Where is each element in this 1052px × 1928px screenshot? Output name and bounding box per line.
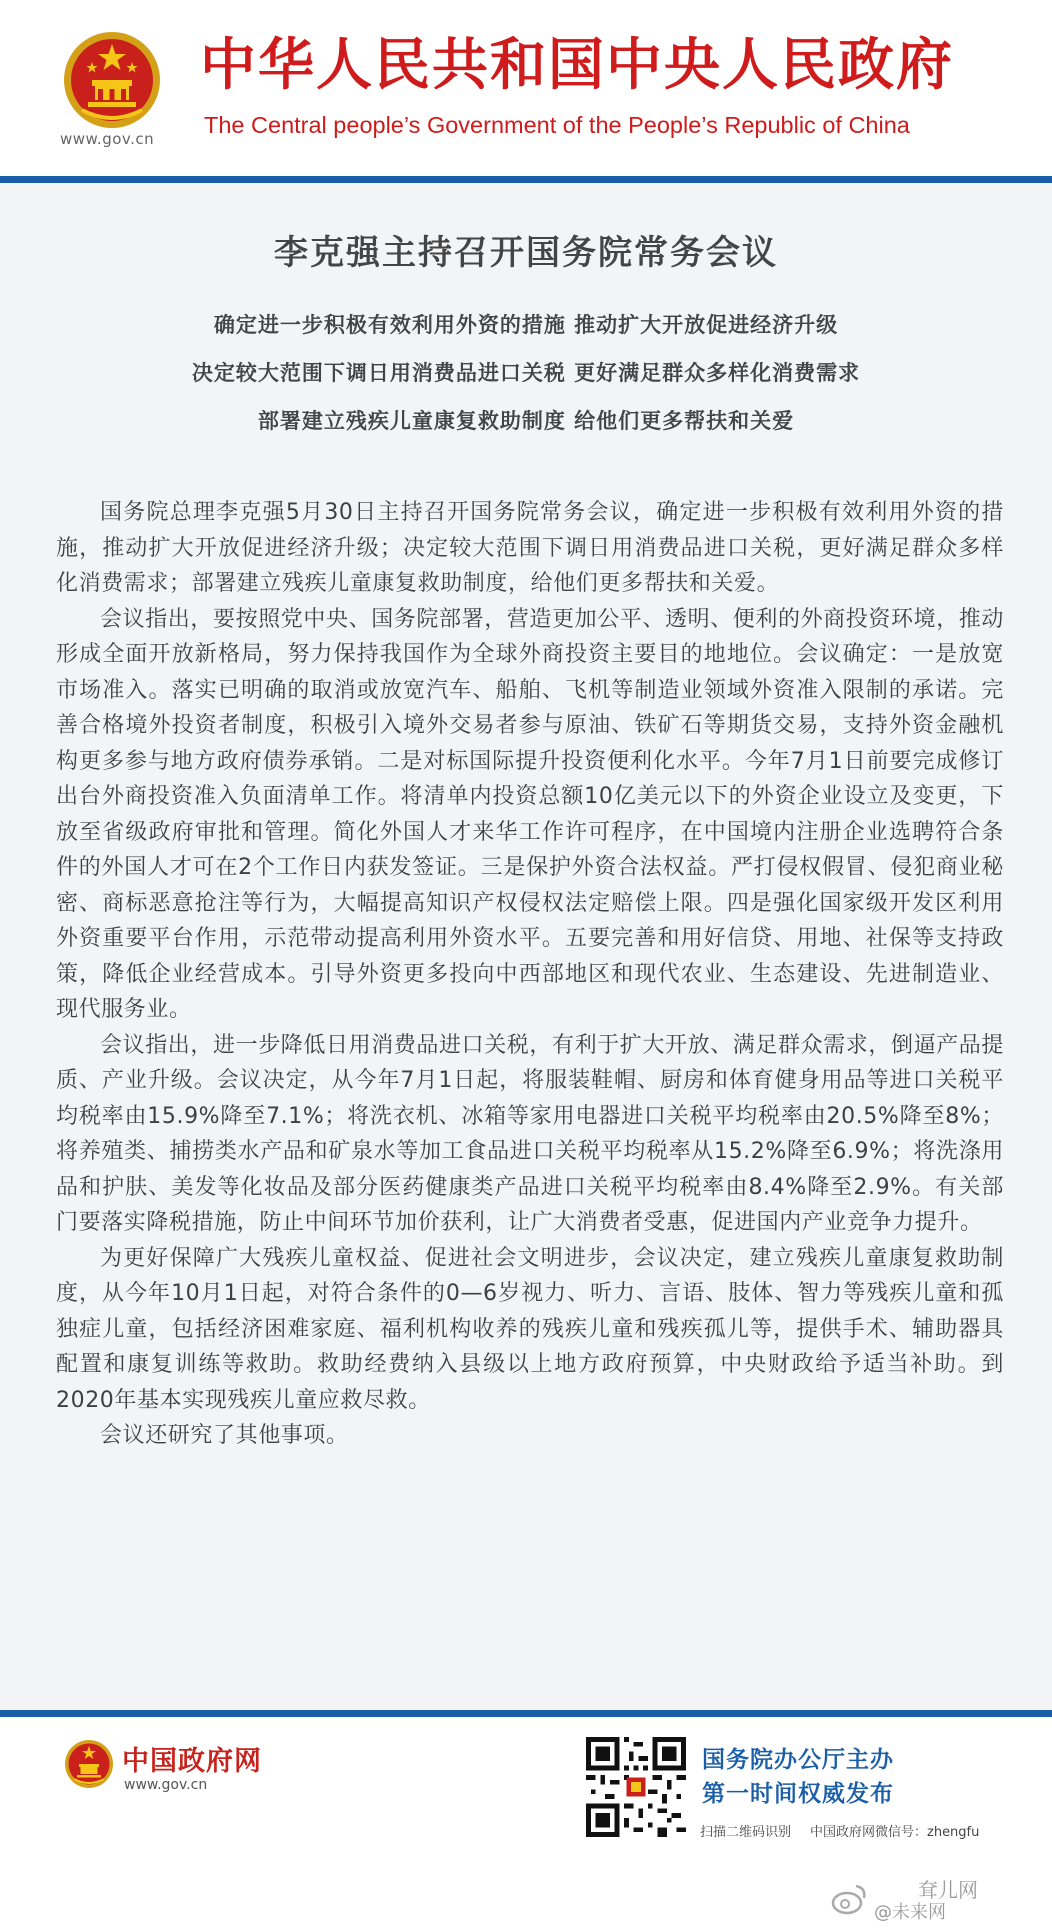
article-title: 李克强主持召开国务院常务会议 xyxy=(274,233,778,273)
site-header xyxy=(0,0,1052,176)
footer-tagline-release: 第一时间权威发布 xyxy=(702,1781,894,1807)
article-subtitles xyxy=(0,313,1052,457)
weibo-logo-icon xyxy=(830,1878,870,1918)
paragraph: 会议还研究了其他事项。 xyxy=(100,1423,349,1448)
footer-tagline-publisher: 国务院办公厅主办 xyxy=(702,1747,894,1773)
article-body xyxy=(0,183,1052,1710)
article-text xyxy=(56,495,1004,1454)
site-url[interactable]: www.gov.cn xyxy=(60,130,155,148)
national-emblem-icon xyxy=(64,1739,114,1789)
article-subtitle: 确定进一步积极有效利用外资的措施 推动扩大开放促进经济升级 xyxy=(213,313,839,337)
article-subtitle: 决定较大范围下调日用消费品进口关税 更好满足群众多样化消费需求 xyxy=(191,361,861,385)
qr-code-icon[interactable] xyxy=(586,1737,686,1837)
footer-brand: 中国政府网 xyxy=(122,1746,262,1777)
qr-scan-hint: 扫描二维码识别 xyxy=(700,1825,792,1840)
footer-divider xyxy=(0,1710,1052,1717)
wechat-account: 中国政府网微信号：zhengfu xyxy=(810,1825,980,1840)
national-emblem-icon xyxy=(62,30,162,130)
site-footer xyxy=(0,1717,1052,1928)
article-subtitle: 部署建立残疾儿童康复救助制度 给他们更多帮扶和关爱 xyxy=(257,409,795,433)
paragraph: 为更好保障广大残疾儿童权益、促进社会文明进步，会议决定，建立残疾儿童康复救助制度，从今年10月1日起，对符合条件的0—6岁视力、听力、言语、肢体、智力等残疾儿童和孤独症儿童，包括经济困难家庭、福利机构收养的残疾儿童和残疾孤儿等，提供手术、辅助器具配置和康复训练等救助。救助经费纳入县级以上地方政府预算，中央财政给予适当补助。到2020年基本实现残疾儿童应救尽救。 xyxy=(56,1245,1004,1413)
site-title-en: The Central people’s Government of the People’s Republic of China xyxy=(204,112,910,138)
header-divider xyxy=(0,176,1052,183)
watermark-site: 耷儿网 xyxy=(918,1878,978,1902)
watermark xyxy=(830,1872,1050,1924)
site-title-cn: 中华人民共和国中央人民政府 xyxy=(200,33,954,98)
paragraph: 会议指出，进一步降低日用消费品进口关税，有利于扩大开放、满足群众需求，倒逼产品提质、产业升级。会议决定，从今年7月1日起，将服装鞋帽、厨房和体育健身用品等进口关税平均税率由15.9%降至7.1%；将洗衣机、冰箱等家用电器进口关税平均税率由20.5%降至8%；将养殖类、捕捞类水产品和矿泉水等加工食品进口关税平均税率从15.2%降至6.9%；将洗涤用品和护肤、美发等化妆品及部分医药健康类产品进口关税平均税率由8.4%降至2.9%。有关部门要落实降税措施，防止中间环节加价获利，让广大消费者受惠，促进国内产业竞争力提升。 xyxy=(56,1032,1005,1235)
watermark-account: @未来网 xyxy=(874,1902,946,1923)
paragraph: 国务院总理李克强5月30日主持召开国务院常务会议，确定进一步积极有效利用外资的措施，推动扩大开放促进经济升级；决定较大范围下调日用消费品进口关税，更好满足群众多样化消费需求；部署建立残疾儿童康复救助制度，给他们更多帮扶和关爱。 xyxy=(56,500,1004,596)
paragraph: 会议指出，要按照党中央、国务院部署，营造更加公平、透明、便利的外商投资环境，推动形成全面开放新格局，努力保持我国作为全球外商投资主要目的地地位。会议确定：一是放宽市场准入。落实已明确的取消或放宽汽车、船舶、飞机等制造业领域外资准入限制的承诺。完善合格境外投资者制度，积极引入境外交易者参与原油、铁矿石等期货交易，支持外资金融机构更多参与地方政府债券承销。二是对标国际提升投资便利化水平。今年7月1日前要完成修订出台外商投资准入负面清单工作。将清单内投资总额10亿美元以下的外资企业设立及变更，下放至省级政府审批和管理。简化外国人才来华工作许可程序，在中国境内注册企业选聘符合条件的外国人才可在2个工作日内获发签证。三是保护外资合法权益。严打侵权假冒、侵犯商业秘密、商标恶意抢注等行为，大幅提高知识产权侵权法定赔偿上限。四是强化国家级开发区利用外资重要平台作用，示范带动提高利用外资水平。五要完善和用好信贷、用地、社保等支持政策，降低企业经营成本。引导外资更多投向中西部地区和现代农业、生态建设、先进制造业、现代服务业。 xyxy=(56,606,1005,1022)
footer-url[interactable]: www.gov.cn xyxy=(124,1777,208,1793)
